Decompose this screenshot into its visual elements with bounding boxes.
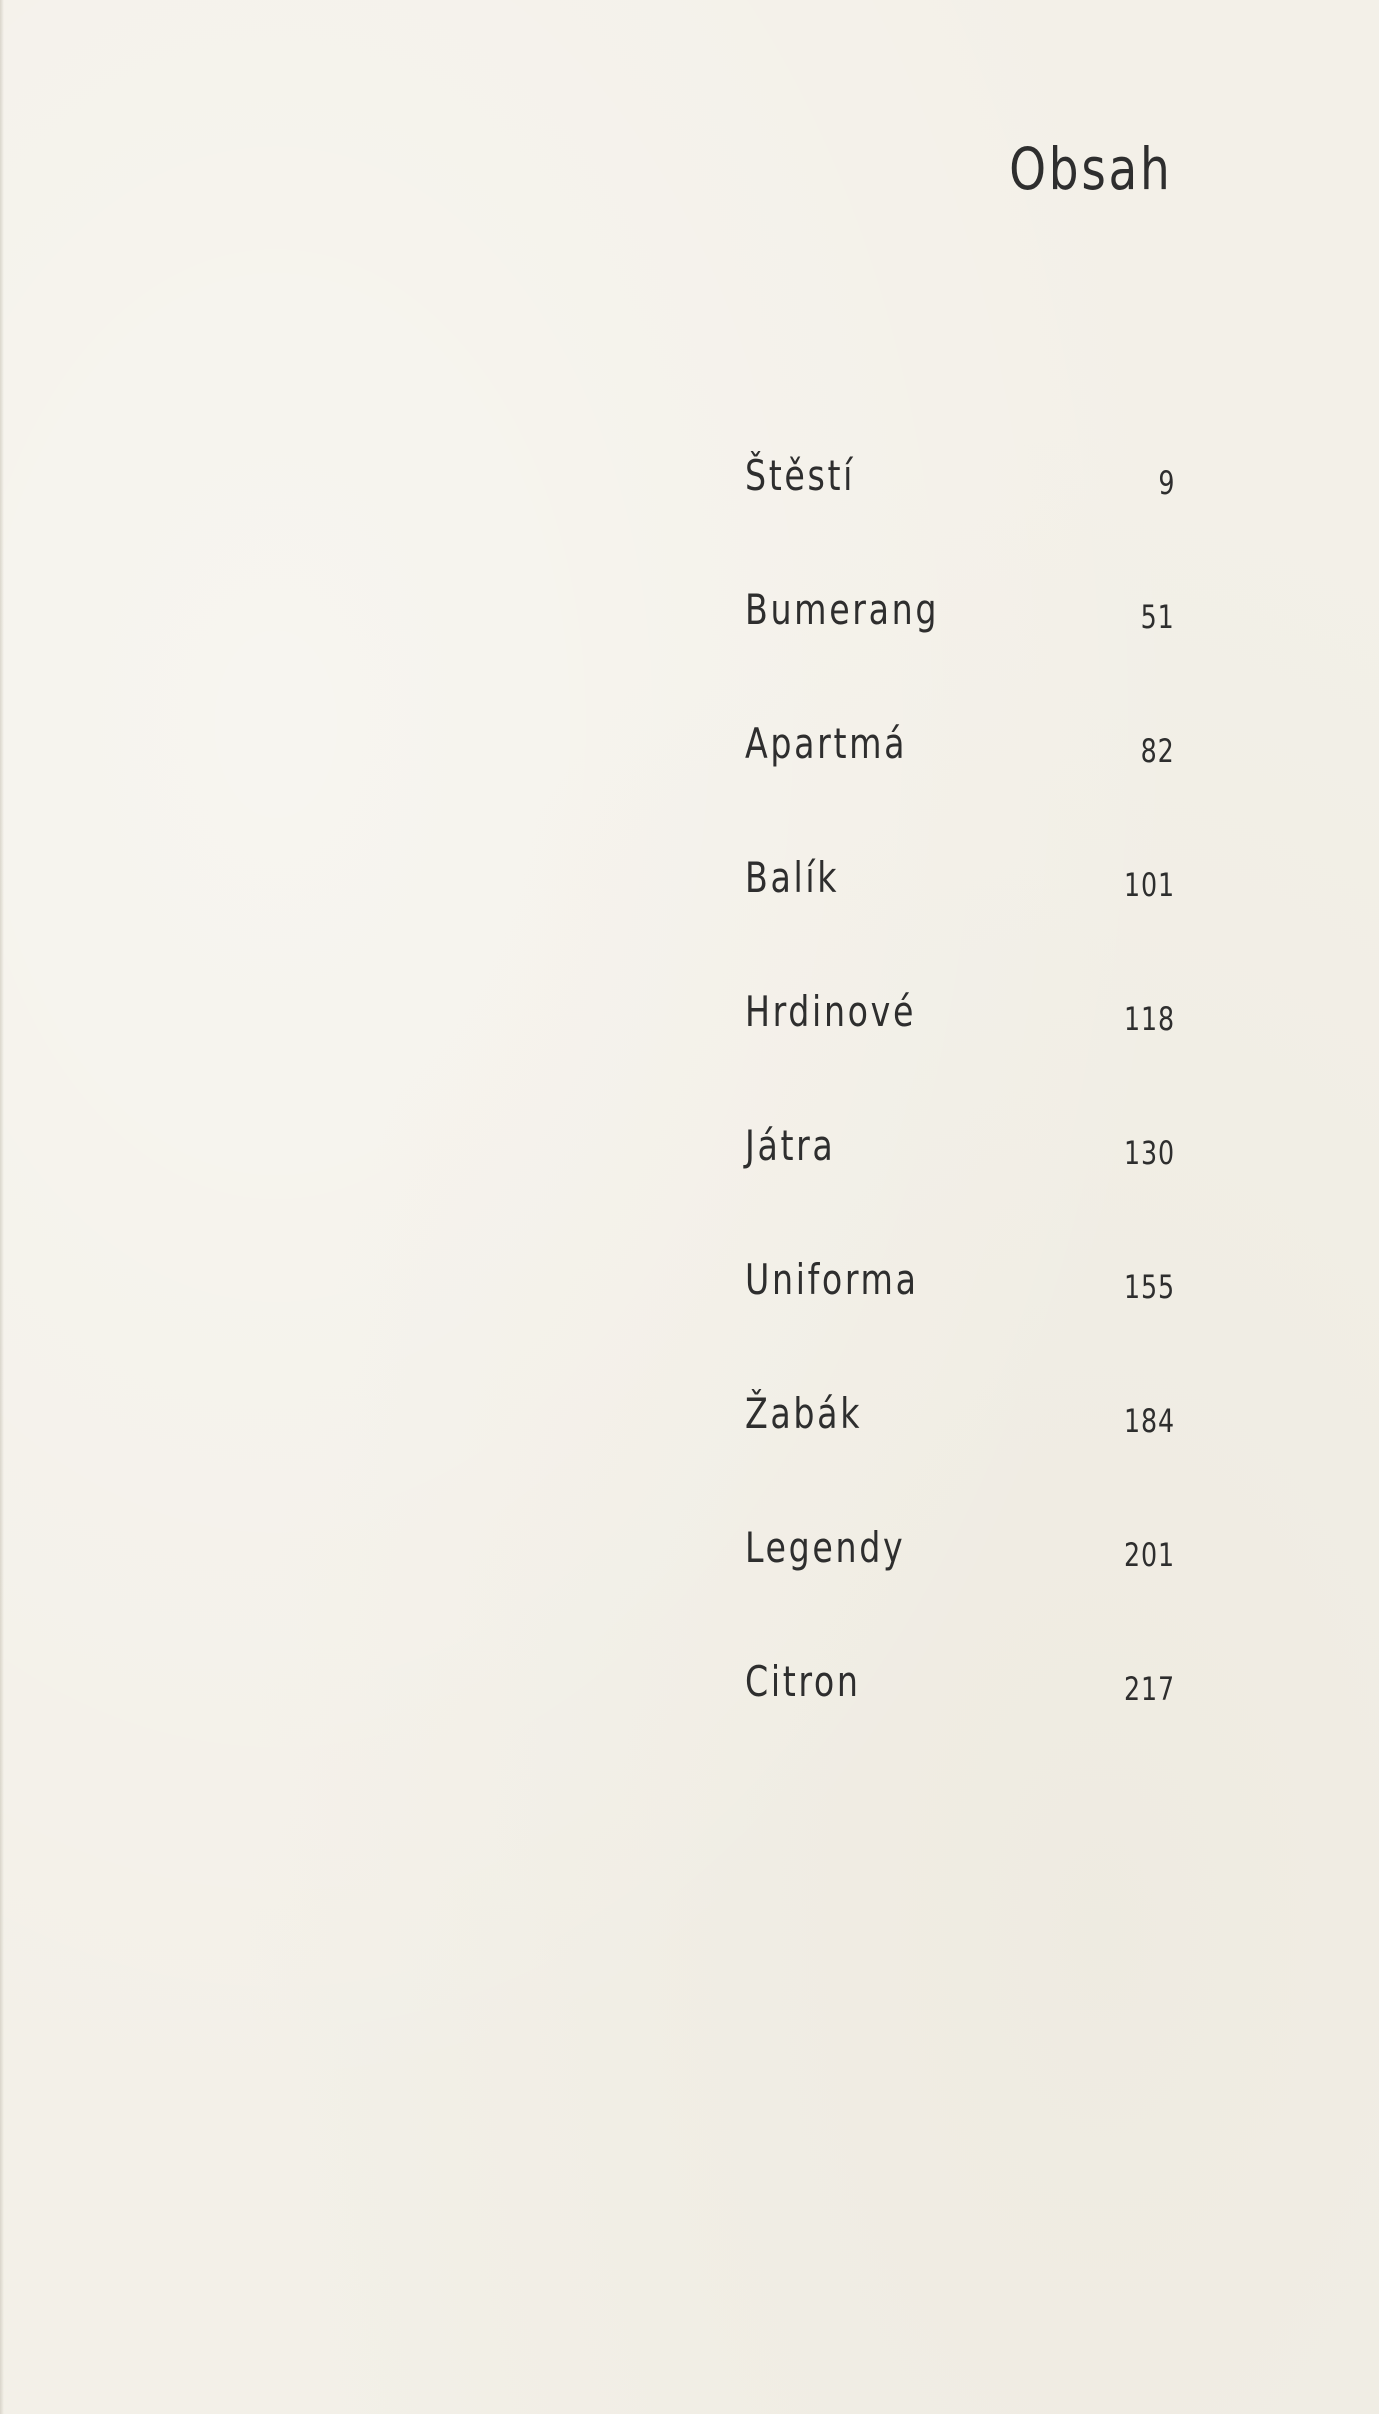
- page-edge: [0, 0, 4, 2414]
- toc-entry: [745, 1255, 1175, 1393]
- toc-entry-title: Játra: [745, 1121, 836, 1170]
- toc-entry-title: Balík: [745, 853, 840, 902]
- toc-entry: [745, 1523, 1175, 1661]
- toc-entry: [745, 585, 1175, 723]
- toc-entry-title: Apartmá: [745, 719, 908, 768]
- toc-entry-page: 130: [1124, 1134, 1175, 1172]
- toc-entry: [745, 1121, 1175, 1259]
- page-title: Obsah: [1008, 135, 1172, 203]
- toc-entry: [745, 719, 1175, 857]
- toc-entry-page: 51: [1141, 598, 1175, 636]
- toc-entry: [745, 853, 1175, 991]
- toc-entry-title: Uniforma: [745, 1255, 919, 1304]
- toc-entry-title: Citron: [745, 1657, 861, 1706]
- toc-entry: [745, 451, 1175, 589]
- toc-entry-page: 155: [1124, 1268, 1175, 1306]
- toc-entry-page: 9: [1158, 464, 1175, 502]
- toc-entry-page: 217: [1124, 1670, 1175, 1708]
- toc-entry-page: 118: [1124, 1000, 1175, 1038]
- toc-entry-page: 201: [1124, 1536, 1175, 1574]
- toc-entry-page: 184: [1124, 1402, 1175, 1440]
- toc-entry-page: 82: [1141, 732, 1175, 770]
- toc-entry: [745, 1389, 1175, 1527]
- toc-entry-title: Štěstí: [745, 451, 856, 500]
- toc-entry-title: Hrdinové: [745, 987, 917, 1036]
- toc-entry-title: Bumerang: [745, 585, 940, 634]
- table-of-contents: [745, 451, 1175, 1795]
- toc-entry: [745, 1657, 1175, 1795]
- toc-entry-title: Legendy: [745, 1523, 906, 1572]
- toc-entry: [745, 987, 1175, 1125]
- toc-entry-title: Žabák: [745, 1389, 863, 1438]
- toc-entry-page: 101: [1124, 866, 1175, 904]
